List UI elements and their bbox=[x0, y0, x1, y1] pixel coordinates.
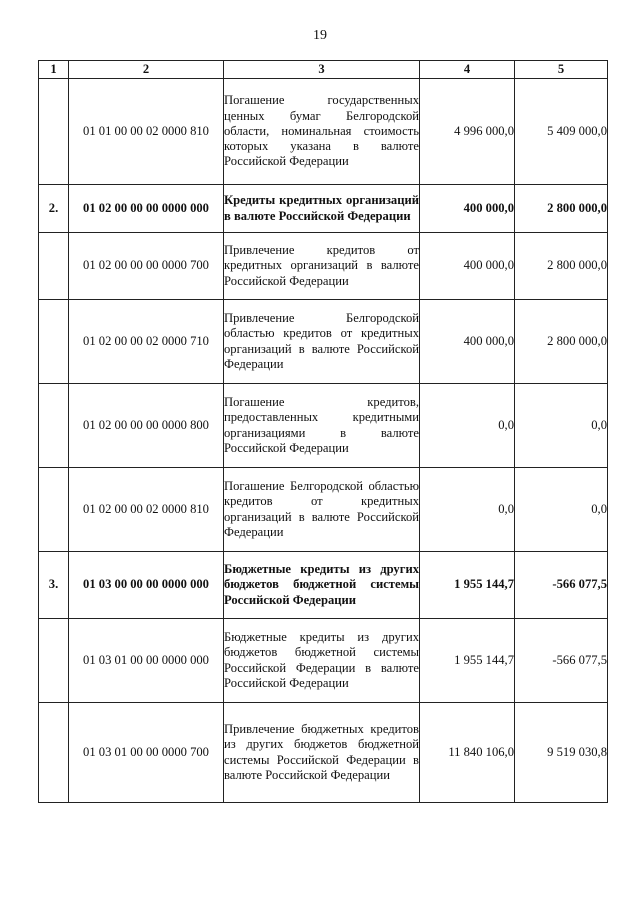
source-name: Бюджетные кредиты из других бюджетов бюджетной системы Российской Федерации bbox=[224, 552, 420, 619]
budget-code: 01 02 00 00 00 0000 700 bbox=[69, 233, 224, 300]
amount-col5: 9 519 030,8 bbox=[515, 703, 608, 803]
source-name: Привлечение кредитов от кредитных организаций в валюте Российской Федерации bbox=[224, 233, 420, 300]
table-row bbox=[39, 233, 608, 300]
budget-code: 01 02 00 00 02 0000 710 bbox=[69, 300, 224, 384]
amount-col4: 1 955 144,7 bbox=[420, 552, 515, 619]
source-name: Бюджетные кредиты из других бюджетов бюджетной системы Российской Федерации в валюте Российской Федерации bbox=[224, 619, 420, 703]
budget-code: 01 03 01 00 00 0000 000 bbox=[69, 619, 224, 703]
amount-col5: 0,0 bbox=[515, 468, 608, 552]
amount-col5: 2 800 000,0 bbox=[515, 185, 608, 233]
row-number bbox=[39, 619, 69, 703]
table-row bbox=[39, 703, 608, 803]
budget-code: 01 02 00 00 00 0000 800 bbox=[69, 384, 224, 468]
budget-code: 01 02 00 00 02 0000 810 bbox=[69, 468, 224, 552]
source-name: Привлечение Белгородской областью кредитов от кредитных организаций в валюте Российской Федерации bbox=[224, 300, 420, 384]
source-name: Погашение кредитов, предоставленных кредитными организациями в валюте Российской Федерации bbox=[224, 384, 420, 468]
table-row bbox=[39, 79, 608, 185]
amount-col5: 0,0 bbox=[515, 384, 608, 468]
amount-col4: 400 000,0 bbox=[420, 300, 515, 384]
amount-col4: 4 996 000,0 bbox=[420, 79, 515, 185]
row-number bbox=[39, 468, 69, 552]
row-number: 3. bbox=[39, 552, 69, 619]
budget-code: 01 01 00 00 02 0000 810 bbox=[69, 79, 224, 185]
column-header: 4 bbox=[420, 61, 515, 79]
page-number: 19 bbox=[313, 28, 327, 43]
column-header: 2 bbox=[69, 61, 224, 79]
amount-col4: 400 000,0 bbox=[420, 185, 515, 233]
source-name: Погашение государственных ценных бумаг Белгородской области, номинальная стоимость которых указана в валюте Российской Федерации bbox=[224, 79, 420, 185]
table-row bbox=[39, 552, 608, 619]
budget-code: 01 03 00 00 00 0000 000 bbox=[69, 552, 224, 619]
amount-col5: 2 800 000,0 bbox=[515, 233, 608, 300]
row-number bbox=[39, 703, 69, 803]
budget-code: 01 02 00 00 00 0000 000 bbox=[69, 185, 224, 233]
amount-col5: 5 409 000,0 bbox=[515, 79, 608, 185]
sources-table bbox=[38, 60, 608, 803]
table-header-row bbox=[39, 61, 608, 79]
table-row bbox=[39, 468, 608, 552]
row-number: 2. bbox=[39, 185, 69, 233]
column-header: 5 bbox=[515, 61, 608, 79]
budget-code: 01 03 01 00 00 0000 700 bbox=[69, 703, 224, 803]
amount-col4: 11 840 106,0 bbox=[420, 703, 515, 803]
amount-col4: 400 000,0 bbox=[420, 233, 515, 300]
row-number bbox=[39, 384, 69, 468]
source-name: Кредиты кредитных организаций в валюте Российской Федерации bbox=[224, 185, 420, 233]
row-number bbox=[39, 300, 69, 384]
row-number bbox=[39, 79, 69, 185]
column-header: 3 bbox=[224, 61, 420, 79]
amount-col4: 1 955 144,7 bbox=[420, 619, 515, 703]
source-name: Привлечение бюджетных кредитов из других бюджетов бюджетной системы Российской Федерации в валюте Российской Федерации bbox=[224, 703, 420, 803]
amount-col4: 0,0 bbox=[420, 468, 515, 552]
table-row bbox=[39, 185, 608, 233]
source-name: Погашение Белгородской областью кредитов от кредитных организаций в валюте Российской Федерации bbox=[224, 468, 420, 552]
amount-col5: 2 800 000,0 bbox=[515, 300, 608, 384]
amount-col5: -566 077,5 bbox=[515, 619, 608, 703]
row-number bbox=[39, 233, 69, 300]
amount-col5: -566 077,5 bbox=[515, 552, 608, 619]
table-row bbox=[39, 384, 608, 468]
table-row bbox=[39, 300, 608, 384]
table-row bbox=[39, 619, 608, 703]
amount-col4: 0,0 bbox=[420, 384, 515, 468]
column-header: 1 bbox=[39, 61, 69, 79]
